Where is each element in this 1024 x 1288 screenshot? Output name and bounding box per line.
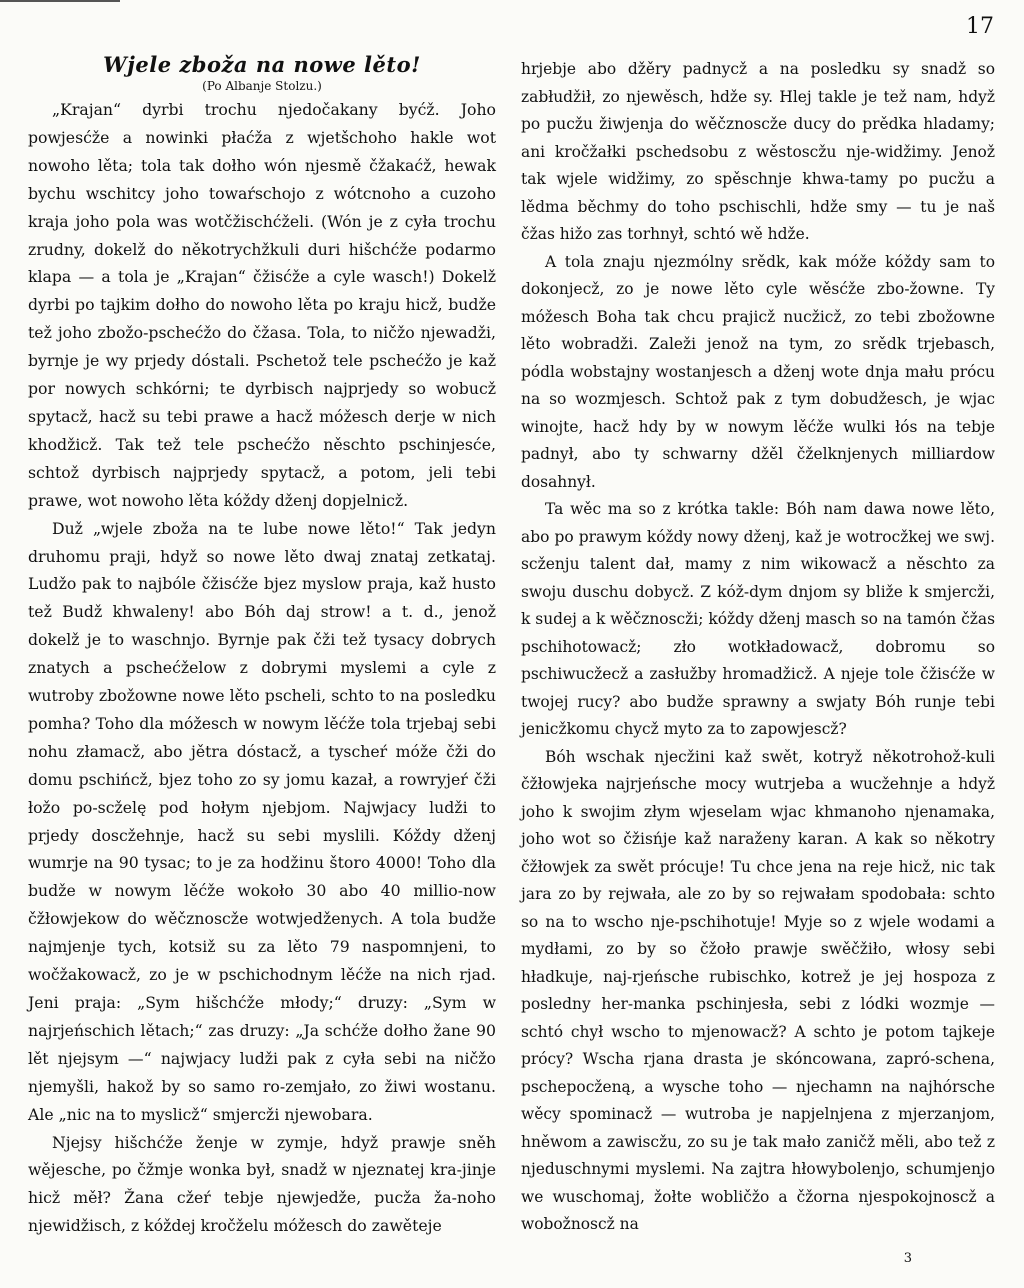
right-paragraph: Ta wěc ma so z krótka takle: Bóh nam dawa nowe lěto, abo po prawym kóždy nowy dženj, kaž je wotrocžkej we swj. scženju talent dał, mamy z nim wikowacž a něschto za swoju duschu dobycž. Z kóž-dym dnjom sy bliže k smjercži, k sudej a k wěčznoscži; kóždy dženj masch so na tamón čžas pschihotowacž; zło wotkładowacž, dobromu so pschiwucžecž a zasłužby hromadžicž. A njeje tole čžisćže w twojej rucy? abo budže sprawny a swjaty Bóh runje tebi jenicžkomu chycž myto za to zapowjescž?	[521, 500, 995, 738]
signature-mark: 3	[903, 1251, 912, 1266]
page-number: 17	[966, 14, 994, 39]
article-title: Wjele zboža na nowe lěto!	[103, 52, 421, 77]
left-paragraph: Duž „wjele zboža na te lube nowe lěto!“ Tak jedyn druhomu praji, hdyž so nowe lěto dwaj znataj zetkataj. Ludžo pak to najbóle čžisćže bjez myslow praja, kaž husto tež Budž khwaleny! abo Bóh daj strow! a t. d., jenož dokelž je to waschnjo. Byrnje pak čži tež tysacy dobrych znatych a pschećželow z dobrymi myslemi a cyle z wutroby zbožowne nowe lěto pscheli, schto to na posledku pomha? Toho dla móžesch w nowym lěćže tola trjebaj sebi nohu złamacž, abo jětra dóstacž, a tyscheŕ móže čži do domu pschińcž, bjez toho zo sy jomu kazał, a rowryjeŕ čži łožo po-scželę pod hołym njebjom. Najwjacy ludži to prjedy doscžehnje, hacž su sebi myslili. Kóždy dženj wumrje na 90 tysac; to je za hodžinu štoro 4000! Toho dla budže w nowym lěćže wokoło 30 abo 40 millio-now čžłowjekow do wěčznoscže wotwjedženych. A tola budže najmjenje tych, kotsiž su za lěto 79 naspomnjeni, to wočžakowacž, zo je w pschichodnym lěćže na nich rjad. Jeni praja: „Sym hišchćže młody;“ druzy: „Sym w najrjeńschich lětach;“ zas druzy: „Ja schćže dołho žane 90 lět njejsym —“ najwjacy ludži pak z cyła sebi na ničžo njemyšli, hakož by so samo ro-zemjało, zo žiwi wostanu. Ale „nic na to myslicž“ smjercži njewobara.	[28, 518, 496, 1124]
right-paragraph: A tola znaju njezmólny srědk, kak móže kóždy sam to dokonjecž, zo je nowe lěto cyle wěsćže zbo-žowne. Ty móžesch Boha tak chcu prajicž nucžicž, zo tebi zbožowne lěto wobradži. Zaleži jenož na tym, zo srědk trjebasch, pódla wobstajny wostanjesch a dženj wote dnja mału prócu na so wozmjesch. Schtož pak z tym dobudžesch, je wjac winojte, hacž hdy by w nowym lěćže wulki łós na tebje padnył, abo ty schwarny džěl čželknjenych milliardow dosahnył.	[521, 252, 995, 491]
left-paragraph: „Krajan“ dyrbi trochu njedočakany byćž. Joho powjesćže a nowinki płaćža z wjetšchoho hakle wot nowoho lěta; tola tak dołho wón njesmě čžakaćž, hewak bychu wschitcy joho towaŕschojo z wótcnoho a cuzoho kraja joho pola was wotčžischćželi. (Wón je z cyła trochu zrudny, dokelž do někotrychžkuli duri hišchćže podarmo klapa — a tola je „Krajan“ čžisćže a cyle wasch!) Dokelž dyrbi po tajkim dołho do nowoho lěta po kraju hicž, budže tež joho zbožo-pschećžo do čžasa. Tola, to ničžo njewadži, byrnje je wy prjedy dóstali. Pschetož tele pschećžo je kaž por nowych schkórni; te dyrbisch najprjedy so wobucž spytacž, hacž su tebi prawe a hacž móžesch derje w nich khodžicž. Tak tež tele pschećžo něschto pschinjesće, schtož dyrbisch najprjedy spytacž, a potom, jeli tebi prawe, wot nowoho lěta kóždy dženj dopjelnicž.	[28, 100, 496, 510]
left-paragraph: Njejsy hišchćže ženje w zymje, hdyž prawje sněh wějesche, po čžmje wonka był, snadž w njeznatej kra-jinje hicž měł? Žana cžeŕ tebje njewjedže, pucža ža-noho njewidžisch, z kóždej kročželu móžesch do zawěteje	[28, 1132, 496, 1236]
right-paragraph: hrjebje abo džěry padnycž a na posledku sy snadž so zabłudžił, zo njewěsch, hdže sy. Hlej takle je tež nam, hdyž po pucžu žiwjenja do wěčznoscže ducy do prědka hladamy; ani kročžałki pschedsobu z wěstoscžu nje-widžimy. Jenož tak wjele widžimy, zo spěschnje khwa-tamy po pucžu a lědma běchmy do toho pschischli, hdže smy — tu je naš čžas hižo zas torhnył, schtó wě hdže.	[521, 60, 995, 243]
article-subtitle: (Po Albanje Stolzu.)	[202, 79, 322, 93]
top-rule	[0, 0, 120, 2]
left-column	[28, 52, 496, 1240]
right-paragraph: Bóh wschak njecžini kaž swět, kotryž někotrohož-kuli čžłowjeka najrjeńsche mocy wutrjeba a wucžehnje a hdyž joho k swojim złym wjeselam wjac khmanoho njenamaka, joho wot so čžisńje kaž naraženy karan. A kak so někotry čžłowjek za swět prócuje! Tu chce jena na reje hicž, nic tak jara zo by rejwała, ale zo by so rejwałam spodobała: schto so na to wscho nje-pschihotuje! Myje so z wjele wodami a mydłami, zo by so čžoło prawje swěčžiło, włosy sebi hładkuje, naj-rjeńsche rubischko, kotrež je jej hospoza z posledny her-manka pschinjesła, sebi z lódki wozmje — schtó chył wscho to mjenowacž? A schto je potom tajkeje prócy? Wscha rjana drasta je skóncowana, zapró-schena, pschepocženą, a wysche toho — njechamn na najhórsche wěcy spominacž — wutroba je napjelnjena z mjerzanjom, hněwom a zawiscžu, zo su je tak mało zaničž měli, abo tež z njeduschnymi myslemi. Na zajtra hłowybolenjo, schumjenjo we wuschomaj, žołte wobličžo a čžorna njespokojnoscž a wobožnoscž na	[521, 747, 995, 1233]
right-column	[521, 56, 995, 1239]
